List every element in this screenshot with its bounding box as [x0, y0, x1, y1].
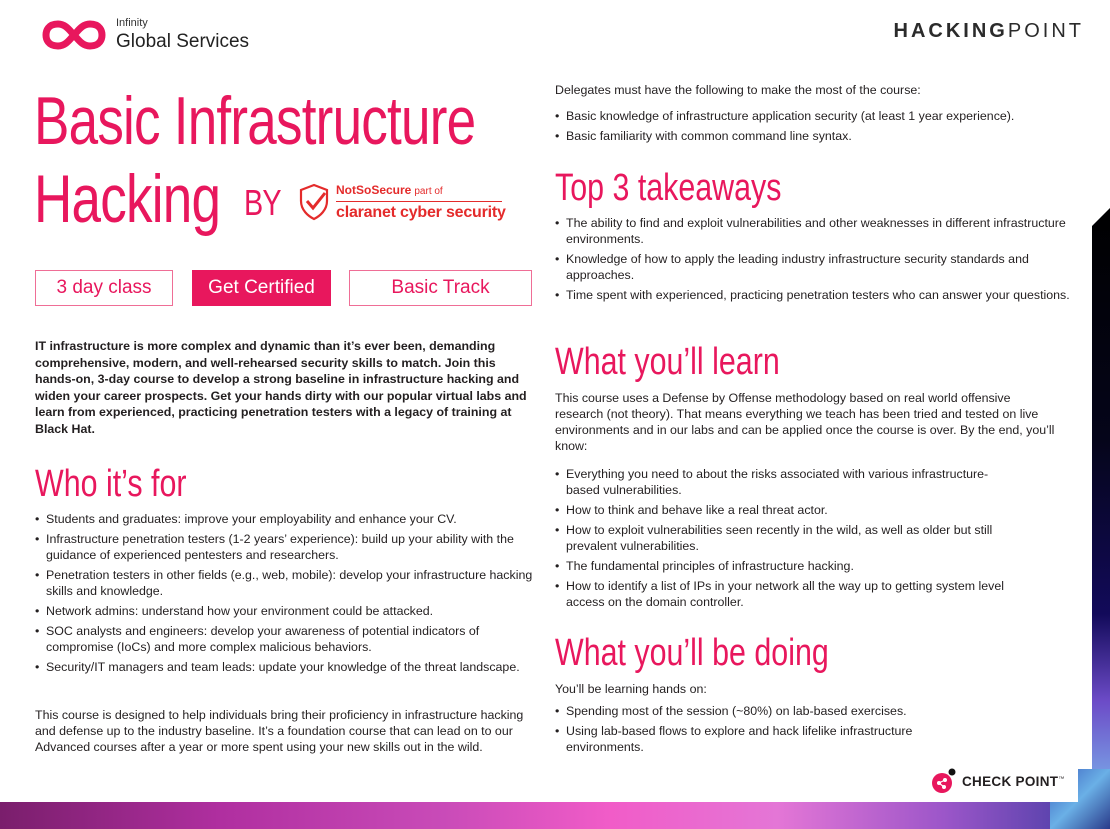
- tag-duration: 3 day class: [35, 270, 173, 306]
- infinity-icon: [42, 19, 106, 51]
- notsosecure-logo: [298, 183, 506, 221]
- check-point-text: CHECK POINT™: [962, 773, 1065, 789]
- takeaways-heading: Top 3 takeaways: [555, 167, 782, 209]
- tag-track: Basic Track: [349, 270, 532, 306]
- list-item: • Network admins: understand how your environment could be attacked.: [35, 603, 540, 619]
- list-item: • Security/IT managers and team leads: update your knowledge of the threat landscape.: [35, 659, 540, 675]
- check-point-logo: [928, 760, 1078, 802]
- who-for-heading: Who it’s for: [35, 463, 187, 505]
- title-line-2: Hacking: [34, 161, 221, 237]
- list-item: • Spending most of the session (~80%) on lab-based exercises.: [555, 703, 955, 719]
- list-item: • Knowledge of how to apply the leading industry infrastructure security standards and approaches.: [555, 251, 1075, 283]
- decorative-bottom-band: [0, 802, 1110, 829]
- hackingpoint-logo: [894, 20, 1084, 43]
- learn-list: [555, 466, 1020, 614]
- shield-check-icon: [298, 183, 330, 221]
- list-item: • Infrastructure penetration testers (1-2 years’ experience): build up your ability with the guidance of experienced pentesters and researchers.: [35, 531, 540, 563]
- list-item: • How to think and behave like a real threat actor.: [555, 502, 1020, 518]
- list-item: • SOC analysts and engineers: develop your awareness of potential indicators of compromise (IoCs) and more complex malicious behaviors.: [35, 623, 540, 655]
- provider-parent: claranet cyber security: [336, 203, 506, 221]
- tag-certified: Get Certified: [192, 270, 331, 306]
- prereq-intro: Delegates must have the following to make the most of the course:: [555, 83, 921, 97]
- hackingpoint-bold: HACKING: [893, 20, 1008, 42]
- course-tags: [35, 270, 532, 306]
- doing-intro: You’ll be learning hands on:: [555, 682, 707, 696]
- brand-big: Global Services: [116, 31, 250, 52]
- page-title: [34, 84, 600, 240]
- hackingpoint-light: POINT: [1007, 20, 1084, 42]
- list-item: • The ability to find and exploit vulnerabilities and other weaknesses in different infrastructure environments.: [555, 215, 1075, 247]
- intro-paragraph: IT infrastructure is more complex and dynamic than it’s ever been, demanding comprehensive, modern, and well-rehearsed security skills to match. Join this hands-on, 3-day course to develop a strong baseline in infrastructure hacking and widen your career prospects. Get your hands dirty with our popular virtual labs and learn from experienced, practicing penetration testers with a legacy of training at Black Hat.: [35, 339, 527, 436]
- doing-heading: What you’ll be doing: [555, 632, 829, 674]
- check-point-icon: [930, 767, 958, 795]
- learn-intro: This course uses a Defense by Offense methodology based on real world offensive research (not theory). That means everything we teach has been tried and tested on live environments and in our labs and can be applied once the course is over. By the end, you’ll know:: [555, 391, 1055, 453]
- list-item: • Basic familiarity with common command line syntax.: [555, 128, 1075, 144]
- prereq-list: [555, 108, 1075, 148]
- list-item: • Everything you need to about the risks associated with various infrastructure-based vulnerabilities.: [555, 466, 1020, 498]
- list-item: • Students and graduates: improve your employability and enhance your CV.: [35, 511, 540, 527]
- infinity-global-services-logo: [42, 18, 249, 51]
- list-item: • How to identify a list of IPs in your network all the way up to getting system level access on the domain controller.: [555, 578, 1020, 610]
- title-line-1: Basic Infrastructure: [34, 83, 476, 159]
- provider-partof: part of: [414, 185, 443, 197]
- list-item: • The fundamental principles of infrastructure hacking.: [555, 558, 1020, 574]
- list-item: • Time spent with experienced, practicing penetration testers who can answer your questions.: [555, 287, 1075, 303]
- list-item: • Penetration testers in other fields (e.g., web, mobile): develop your infrastructure hacking skills and knowledge.: [35, 567, 540, 599]
- learn-heading: What you’ll learn: [555, 341, 780, 383]
- title-by: BY: [244, 182, 281, 223]
- takeaways-list: [555, 215, 1075, 307]
- list-item: • How to exploit vulnerabilities seen recently in the wild, as well as older but still prevalent vulnerabilities.: [555, 522, 1020, 554]
- brand-small: Infinity: [116, 17, 148, 29]
- who-for-list: [35, 511, 540, 679]
- who-for-closing: This course is designed to help individuals bring their proficiency in infrastructure hacking and defense up to the industry baseline. It’s a foundation course that can lead on to our Advanced courses after a year or more spent using your new skills out in the wild.: [35, 708, 524, 754]
- decorative-side-band: [1092, 208, 1110, 788]
- doing-list: [555, 703, 955, 759]
- list-item: • Basic knowledge of infrastructure application security (at least 1 year experience).: [555, 108, 1075, 124]
- provider-name: NotSoSecure: [336, 182, 412, 197]
- list-item: • Using lab-based flows to explore and hack lifelike infrastructure environments.: [555, 723, 955, 755]
